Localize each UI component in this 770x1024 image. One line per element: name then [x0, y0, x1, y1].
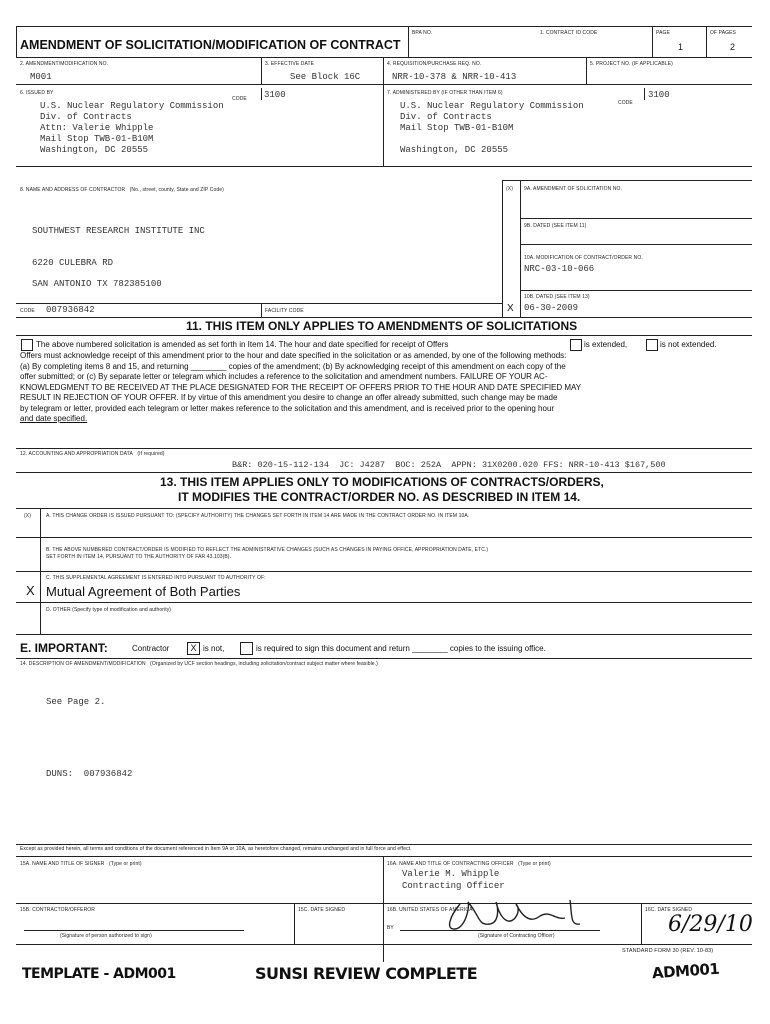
- contractor-code: 007936842: [46, 305, 95, 315]
- x-column-label: (X): [506, 186, 513, 192]
- is-extended-checkbox[interactable]: [570, 339, 582, 351]
- amendment-no-label: 2. AMENDMENT/MODIFICATION NO.: [20, 61, 109, 67]
- adm-stamp: ADM001: [651, 959, 720, 983]
- section-13-heading-2: IT MODIFIES THE CONTRACT/ORDER NO. AS DESCRIBED IN ITEM 14.: [178, 490, 581, 504]
- description-label: 14. DESCRIPTION OF AMENDMENT/MODIFICATION (Organized by UCF section headings, including solicitation/contract subject matter where feasible.): [20, 661, 378, 667]
- administered-by-line: Mail Stop TWB-01-B10M: [400, 123, 514, 133]
- dated-10b-label: 10B. DATED (SEE ITEM 13): [524, 294, 590, 300]
- issued-by-line: Mail Stop TWB-01-B10M: [40, 134, 154, 144]
- administered-by-code: 3100: [648, 90, 670, 100]
- modification-contract-label: 10A. MODIFICATION OF CONTRACT/ORDER NO.: [524, 255, 643, 261]
- administered-by-line: Washington, DC 20555: [400, 145, 509, 155]
- issued-by-line: Washington, DC 20555: [40, 145, 149, 155]
- is-extended-label: is extended,: [584, 340, 628, 349]
- contractor-name: SOUTHWEST RESEARCH INSTITUTE INC: [32, 226, 205, 236]
- of-pages-number: 2: [730, 42, 736, 52]
- issued-by-code-label: CODE: [232, 96, 247, 102]
- standard-form: STANDARD FORM 30 (REV. 10-83): [622, 948, 714, 954]
- change-order-a: A. THIS CHANGE ORDER IS ISSUED PURSUANT TO: (SPECIFY AUTHORITY) THE CHANGES SET FORTH IN ITEM 14 ARE MADE IN THE CONTRACT ORDER NO. IN ITEM 10A.: [46, 513, 470, 519]
- accounting-label: 12. ACCOUNTING AND APPROPRIATION DATA (If required): [20, 451, 165, 457]
- of-pages-label: OF PAGES: [710, 30, 736, 36]
- usa-label: 16B. UNITED STATES OF AMERICA: [387, 907, 473, 913]
- date-signed-15c-label: 15C. DATE SIGNED: [298, 907, 346, 913]
- officer-signature-note: (Signature of Contracting Officer): [478, 933, 555, 939]
- administered-by-label: 7. ADMINISTERED BY (IF OTHER THAN ITEM 6): [387, 90, 503, 96]
- requisition-label: 4. REQUISITION/PURCHASE REQ. NO.: [387, 61, 482, 67]
- issued-by-line: U.S. Nuclear Regulatory Commission: [40, 101, 224, 111]
- dated-10b-x: X: [507, 303, 514, 314]
- effective-date-label: 3. EFFECTIVE DATE: [265, 61, 315, 67]
- contractor-word: Contractor: [132, 644, 170, 653]
- contracting-officer-label: 16A. NAME AND TITLE OF CONTRACTING OFFICER (Type or print): [387, 861, 551, 867]
- contracting-officer-title: Contracting Officer: [402, 881, 505, 891]
- description-line-2: DUNS: 007936842: [46, 769, 133, 779]
- section-13-heading-1: 13. THIS ITEM APPLIES ONLY TO MODIFICATIONS OF CONTRACTS/ORDERS,: [160, 475, 604, 489]
- contractor-street: 6220 CULEBRA RD: [32, 258, 114, 268]
- page-label: PAGE: [656, 30, 670, 36]
- other-d: D. OTHER (Specify type of modification and authority): [46, 607, 172, 613]
- contracting-officer-name: Valerie M. Whipple: [402, 869, 500, 879]
- date-signed-16c-label: 16C. DATE SIGNED: [645, 907, 693, 913]
- contract-id-label: 1. CONTRACT ID CODE: [540, 30, 598, 36]
- contractor-signature-note: (Signature of person authorized to sign): [60, 933, 152, 939]
- extended-checkbox-a[interactable]: [21, 339, 33, 351]
- administered-by-code-label: CODE: [618, 100, 633, 106]
- issued-by-code: 3100: [264, 90, 286, 100]
- administered-by-line: Div. of Contracts: [400, 112, 492, 122]
- amendment-solicitation-label: 9A. AMENDMENT OF SOLICITATION NO.: [524, 186, 623, 192]
- accounting-value: B&R: 020-15-112-134 JC: J4287 BOC: 252A APPN: 31X0200.020 FFS: NRR-10-413 $167,500: [232, 460, 666, 470]
- issued-by-line: Attn: Valerie Whipple: [40, 123, 154, 133]
- bpa-label: BPA NO.: [412, 30, 433, 36]
- dated-10b-value: 06-30-2009: [524, 303, 579, 313]
- sunsi-stamp: SUNSI REVIEW COMPLETE: [255, 964, 478, 983]
- important-label: E. IMPORTANT:: [20, 641, 108, 655]
- is-not-label: is not,: [203, 644, 225, 653]
- supplemental-agreement-value: Mutual Agreement of Both Parties: [46, 584, 241, 599]
- administered-by-line: U.S. Nuclear Regulatory Commission: [400, 101, 584, 111]
- is-not-extended-checkbox[interactable]: [646, 339, 658, 351]
- officer-signature: [420, 896, 590, 934]
- facility-code-label: FACILITY CODE: [265, 308, 304, 314]
- issued-by-line: Div. of Contracts: [40, 112, 132, 122]
- effective-date-value: See Block 16C: [290, 72, 361, 82]
- contractor-city: SAN ANTONIO TX 782385100: [32, 279, 162, 289]
- admin-change-b2: SET FORTH IN ITEM 14, PURSUANT TO THE AUTHORITY OF FAR 43.103(B).: [46, 554, 232, 560]
- is-not-extended-label: is not extended.: [660, 340, 717, 349]
- issued-by-label: 6. ISSUED BY: [20, 90, 54, 96]
- page-number: 1: [678, 42, 684, 52]
- description-line-1: See Page 2.: [46, 697, 106, 707]
- important-rest: is required to sign this document and return ________ copies to the issuing office.: [256, 644, 546, 653]
- dated-9b-label: 9B. DATED (SEE ITEM 11): [524, 223, 587, 229]
- contractor-offeror-label: 15B. CONTRACTOR/OFFEROR: [20, 907, 95, 913]
- supplemental-agreement-x: X: [26, 583, 35, 598]
- section-11-heading: 11. THIS ITEM ONLY APPLIES TO AMENDMENTS OF SOLICITATIONS: [186, 319, 578, 333]
- requisition-value: NRR-10-378 & NRR-10-413: [392, 72, 517, 82]
- signer-name-label: 15A. NAME AND TITLE OF SIGNER (Type or print): [20, 861, 142, 867]
- x-column-13-label: (X): [24, 513, 31, 519]
- is-not-checkbox[interactable]: X: [187, 642, 200, 655]
- date-signed-16c-value: 6/29/10: [668, 912, 753, 937]
- form-title: AMENDMENT OF SOLICITATION/MODIFICATION OF CONTRACT: [20, 38, 401, 52]
- contractor-label: 8. NAME AND ADDRESS OF CONTRACTOR (No., street, county, State and ZIP Code): [20, 187, 224, 193]
- template-stamp: TEMPLATE - ADM001: [22, 966, 176, 982]
- admin-change-b: B. THE ABOVE NUMBERED CONTRACT/ORDER IS MODIFIED TO REFLECT THE ADMINISTRATIVE CHANGES (SUCH AS CHANGES IN PAYING OFFICE, APPROPRIATION DATE, ETC.): [46, 547, 489, 553]
- contractor-code-label: CODE: [20, 308, 35, 314]
- section-11-line1: The above numbered solicitation is amended as set forth in Item 14. The hour and date specified for receipt of Offers: [36, 340, 449, 349]
- modification-contract-value: NRC-03-10-066: [524, 264, 595, 274]
- by-label: BY: [387, 925, 394, 931]
- is-required-checkbox[interactable]: [240, 642, 253, 655]
- supplemental-agreement-c: C. THIS SUPPLEMENTAL AGREEMENT IS ENTERED INTO PURSUANT TO AUTHORITY OF:: [46, 575, 266, 581]
- section-11-body: Offers must acknowledge receipt of this amendment prior to the hour and date specified in the solicitation or as amended, by one of the following methods: (a) By completing items 8 and 15, and returning ________ copies of the amendment; (b) By acknowledging receipt of this amendment on each copy of the offer submitted; or (c) By separate letter or telegram which includes a reference to the solicitation and amendment numbers. FAILURE OF YOUR AC- KNOWLEDGMENT TO BE RECEIVED AT THE PLACE DESIGNATED FOR THE RECEIPT OF OFFERS PRIOR TO THE HOUR AND DATE SPECIFIED MAY RESULT IN REJECTION OF YOUR OFFER. If by virtue of this amendment you desire to change an offer already submitted, such change may be made by telegram or letter, provided each telegram or letter makes reference to the solicitation and this amendment, and is received prior to the opening hour and date specified.: [20, 351, 582, 423]
- project-no-label: 5. PROJECT NO. (IF APPLICABLE): [590, 61, 673, 67]
- amendment-no-value: M001: [30, 72, 52, 82]
- footer-note: Except as provided herein, all terms and conditions of the document referenced in Item 9A or 10A, as heretofore changed, remains unchanged and in full force and effect.: [20, 846, 412, 852]
